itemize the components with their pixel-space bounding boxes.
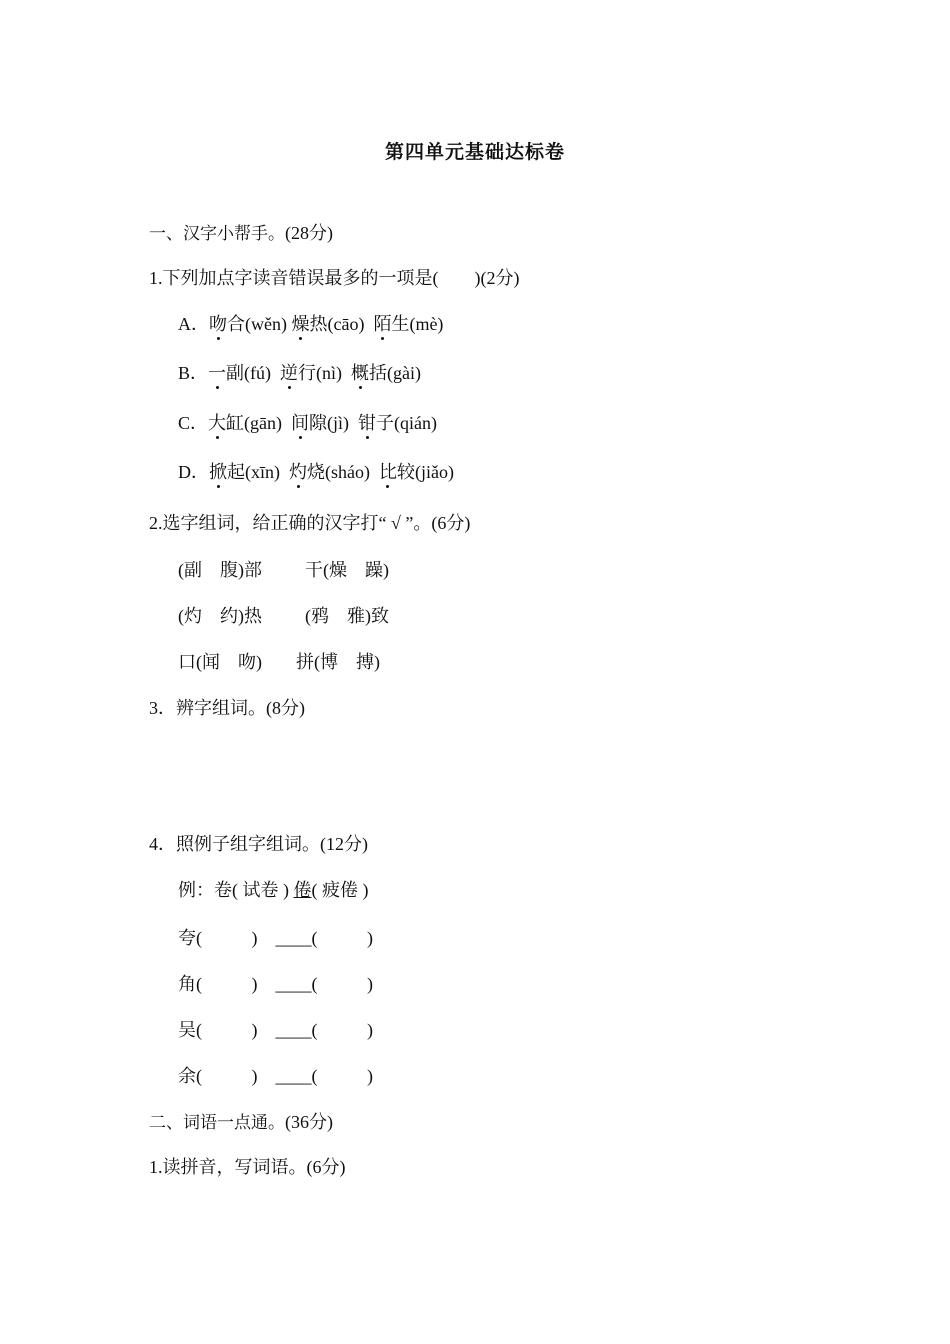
q4-row-1 <box>178 926 373 950</box>
q2-row-2-left: (灼 约)热 <box>178 606 262 626</box>
q1-option-c <box>178 411 437 435</box>
option-word <box>291 413 358 433</box>
q1-option-b <box>178 361 421 385</box>
q4-row-4 <box>178 1064 373 1088</box>
section-1-title: 一、汉字小帮手。 <box>149 224 285 244</box>
q4-row-blanks: ( ) ____( ) <box>196 1066 373 1086</box>
option-label: A． <box>178 314 209 334</box>
option-word <box>351 363 421 383</box>
page-title: 第四单元基础达标卷 <box>384 141 565 163</box>
question-3-stem: 3．辨字组词。(8分) <box>149 698 305 718</box>
option-word-rest: 热(cāo) <box>309 314 374 334</box>
option-word <box>280 363 351 383</box>
option-word-rest: 烧(sháo) <box>307 462 379 482</box>
option-label: B． <box>178 363 209 383</box>
option-word <box>209 314 291 334</box>
question-2-stem: 2.选字组词，给正确的汉字打“ √ ”。(6分) <box>149 513 471 533</box>
q1-option-d <box>178 460 454 484</box>
option-word <box>209 462 289 482</box>
q2-row-2-right: (鸦 雅)致 <box>305 606 389 626</box>
q4-row-char: 余 <box>178 1066 196 1086</box>
q4-row-char: 吴 <box>178 1020 196 1040</box>
q4-example-prefix: 例：卷( 试卷 ) <box>178 880 294 900</box>
section-2-title: 二、词语一点通。 <box>149 1113 285 1133</box>
q4-row-char: 角 <box>178 974 196 994</box>
dotted-char: 吻 <box>209 314 227 334</box>
option-word <box>358 413 437 433</box>
option-word-rest: 括(gài) <box>369 363 421 383</box>
dotted-char: 陌 <box>373 314 392 334</box>
option-word-rest: 行(nì) <box>298 363 351 383</box>
q1-option-a <box>178 312 443 336</box>
dotted-char: 逆 <box>280 363 298 383</box>
option-word <box>291 314 373 334</box>
q4-example-suffix: ( 疲倦 ) <box>311 880 369 900</box>
option-word-rest: 缸(gān) <box>226 413 291 433</box>
option-word <box>379 462 454 482</box>
option-label: D． <box>178 462 209 482</box>
section-2-points: (36分) <box>285 1112 333 1132</box>
q4-row-blanks: ( ) ____( ) <box>196 1020 373 1040</box>
q4-row-blanks: ( ) ____( ) <box>196 928 373 948</box>
option-word <box>373 314 443 334</box>
dotted-char: 概 <box>351 363 369 383</box>
q2-row-3-left: 口(闻 吻) <box>178 652 262 672</box>
q2-row-3-right: 拼(博 搏) <box>296 652 380 672</box>
option-word-rest: 生(mè) <box>391 314 444 334</box>
dotted-char: 掀 <box>209 462 227 482</box>
dotted-char: 一 <box>208 363 227 383</box>
option-word-rest: 副(fú) <box>226 363 280 383</box>
option-word-rest: 起(xīn) <box>227 462 289 482</box>
q4-row-blanks: ( ) ____( ) <box>196 974 373 994</box>
option-word <box>289 462 379 482</box>
dotted-char: 钳 <box>358 413 376 433</box>
q2-row-1-right: 干(燥 躁) <box>305 560 389 580</box>
dotted-char: 灼 <box>289 462 307 482</box>
section-2-heading <box>149 1110 333 1135</box>
q2-row-1-left: (副 腹)部 <box>178 560 262 580</box>
question-5-stem: 1.读拼音，写词语。(6分) <box>149 1157 346 1177</box>
option-label: C． <box>178 413 209 433</box>
section-1-heading <box>149 221 333 246</box>
q4-example <box>178 878 369 902</box>
q4-row-3 <box>178 1018 373 1042</box>
option-word-rest: 较(jiǎo) <box>396 462 454 482</box>
option-word-rest: 子(qián) <box>376 413 437 433</box>
option-word-rest: 隙(jì) <box>309 413 358 433</box>
option-word <box>208 363 280 383</box>
q4-row-2 <box>178 972 373 996</box>
question-4-stem: 4．照例子组字组词。(12分) <box>149 834 368 854</box>
dotted-char: 燥 <box>291 314 310 334</box>
option-word <box>208 413 291 433</box>
dotted-char: 比 <box>378 462 397 482</box>
dotted-char: 间 <box>291 413 309 433</box>
q4-example-underlined-char: 倦 <box>293 880 312 900</box>
dotted-char: 大 <box>208 413 227 433</box>
q4-row-char: 夸 <box>178 928 196 948</box>
section-1-points: (28分) <box>285 223 333 243</box>
question-1-stem: 1.下列加点字读音错误最多的一项是( )(2分) <box>149 268 520 288</box>
option-word-rest: 合(wěn) <box>227 314 292 334</box>
